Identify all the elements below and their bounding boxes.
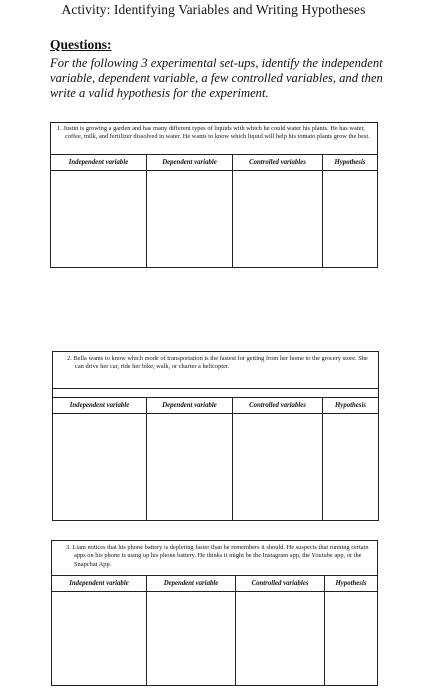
independent-variable-header: Independent variable [52, 576, 146, 592]
dependent-variable-cell[interactable] [147, 414, 232, 520]
independent-variable-cell[interactable] [53, 414, 146, 520]
instructions-text: For the following 3 experimental set-ups, identify the independent variable, dependent variable, a few controlled variables, and then write a valid hypothesis for the experiment. [50, 56, 383, 100]
activity-2-columns [53, 398, 378, 520]
activity-2-col-dependent [147, 398, 233, 520]
activity-1-col-dependent [147, 155, 233, 267]
activity-2-table [52, 351, 379, 521]
activity-1-table [50, 122, 378, 268]
hypothesis-header: Hypothesis [323, 398, 378, 414]
activity-1-columns [51, 155, 377, 267]
activity-3-col-dependent [147, 576, 236, 685]
activity-3-columns [52, 576, 377, 685]
independent-variable-cell[interactable] [51, 171, 146, 267]
activity-2-col-independent [53, 398, 147, 520]
controlled-variables-header: Controlled variables [236, 576, 324, 592]
independent-variable-header: Independent variable [51, 155, 146, 171]
hypothesis-header: Hypothesis [323, 155, 377, 171]
hypothesis-cell[interactable] [323, 414, 378, 520]
dependent-variable-cell[interactable] [147, 171, 232, 267]
activity-3-col-hypothesis [325, 576, 377, 685]
hypothesis-cell[interactable] [323, 171, 377, 267]
questions-heading: Questions: [50, 37, 112, 52]
dependent-variable-header: Dependent variable [147, 155, 232, 171]
activity-3-col-controlled [236, 576, 325, 685]
activity-2-spacer-row [53, 389, 378, 398]
controlled-variables-cell[interactable] [236, 592, 324, 685]
page-title: Activity: Identifying Variables and Writing Hypotheses [61, 2, 366, 17]
activity-2-prompt: 2. Bella wants to know which mode of transportation is the fastest for getting from her home to the grocery store. She can drive her car, ride her bike, walk, or charter a helicopter. [53, 352, 378, 389]
activity-3-prompt: 3. Liam notices that his phone battery is depleting faster than he remembers it should. He suspects that running certain apps on his phone is using up his phone battery. He thinks it might be the Instagram app, the Youtube app, or the Snapchat App. [52, 541, 377, 576]
independent-variable-header: Independent variable [53, 398, 146, 414]
dependent-variable-header: Dependent variable [147, 398, 232, 414]
controlled-variables-header: Controlled variables [233, 155, 322, 171]
activity-1-col-independent [51, 155, 147, 267]
activity-1-col-controlled [233, 155, 323, 267]
dependent-variable-cell[interactable] [147, 592, 235, 685]
activity-3-col-independent [52, 576, 147, 685]
activity-3-table [51, 540, 378, 686]
controlled-variables-cell[interactable] [233, 171, 322, 267]
hypothesis-cell[interactable] [325, 592, 377, 685]
independent-variable-cell[interactable] [52, 592, 146, 685]
controlled-variables-cell[interactable] [233, 414, 322, 520]
activity-1-col-hypothesis [323, 155, 377, 267]
activity-2-col-controlled [233, 398, 323, 520]
activity-1-prompt: 1. Justin is growing a garden and has many different types of liquids with which he could water his plants. He has water, coffee, milk, and fertilizer dissolved in water. He wants to know which liquid will help his tomato plants grow the best. [51, 123, 377, 155]
hypothesis-header: Hypothesis [325, 576, 377, 592]
activity-2-col-hypothesis [323, 398, 378, 520]
controlled-variables-header: Controlled variables [233, 398, 322, 414]
dependent-variable-header: Dependent variable [147, 576, 235, 592]
